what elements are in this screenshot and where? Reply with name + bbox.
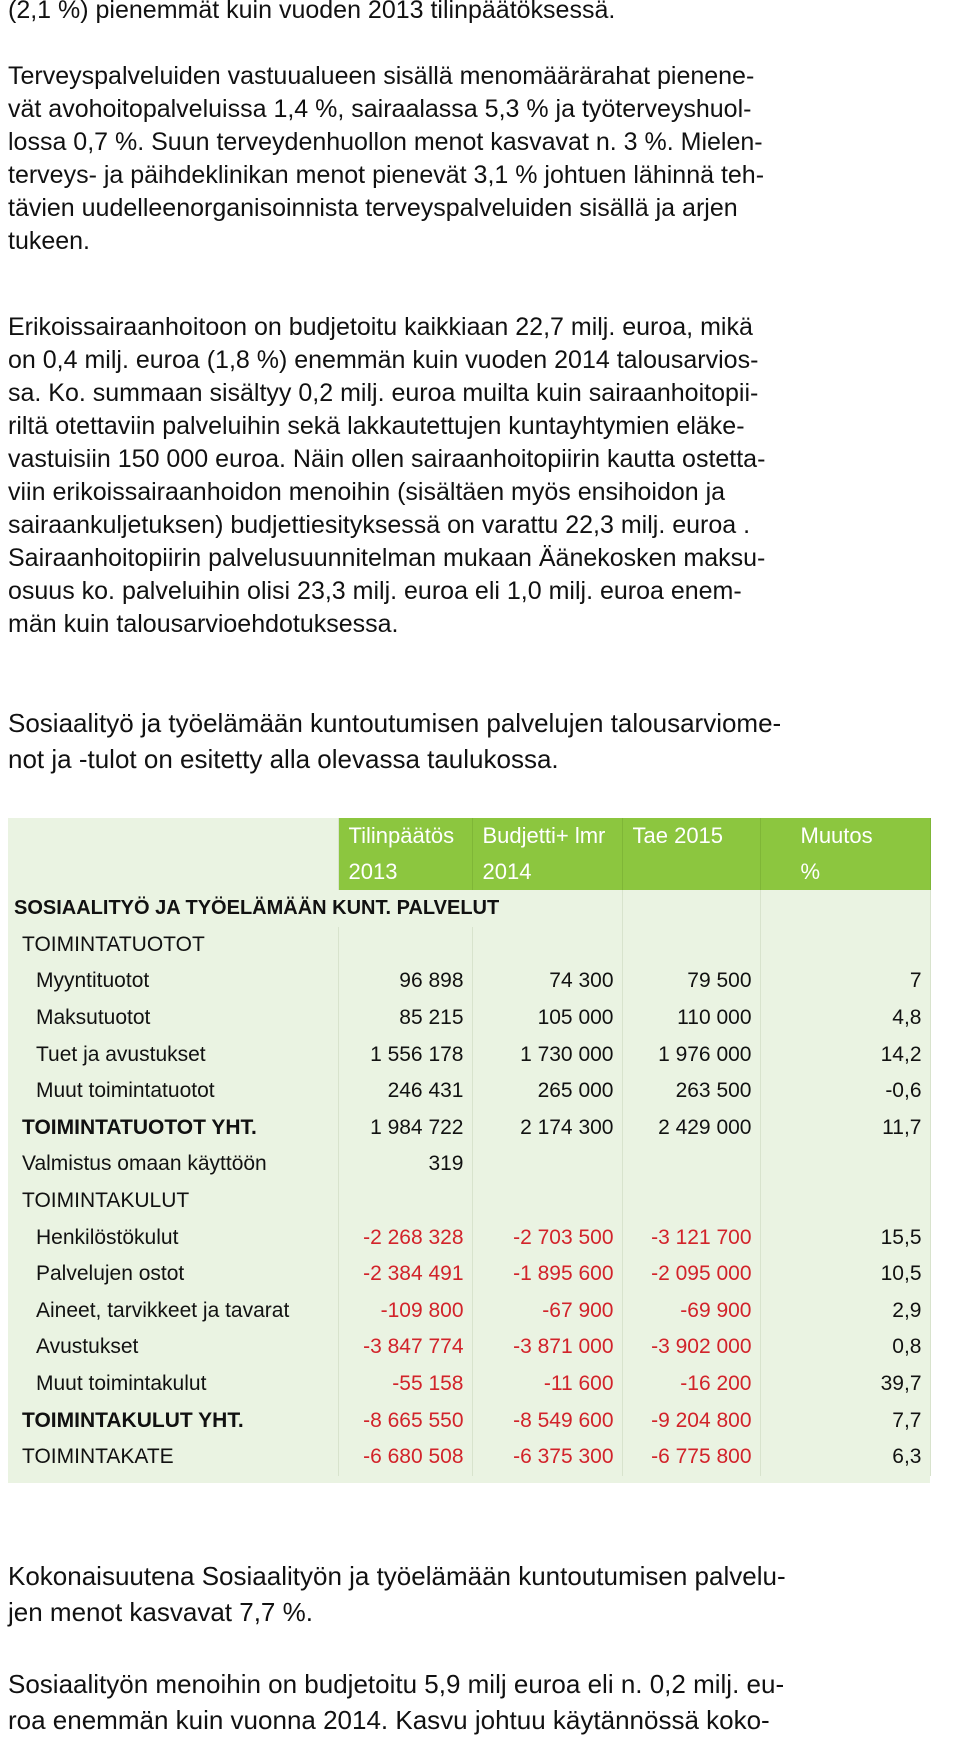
paragraph-line: vät avohoitopalveluissa 1,4 %, sairaalassa 5,3 % ja työterveyshuol- (8, 95, 752, 123)
table-cell: 110 000 (622, 1000, 760, 1037)
paragraph-line: Kokonaisuutena Sosiaalityön ja työelämään kuntoutumisen palvelu- (8, 1561, 786, 1591)
table-cell: -3 871 000 (472, 1329, 622, 1366)
table-cell: -1 895 600 (472, 1256, 622, 1293)
paragraph-line: roa enemmän kuin vuonna 2014. Kasvu johtuu käytännössä koko- (8, 1705, 770, 1735)
table-cell-empty (760, 890, 930, 927)
table-cell: 6,3 (760, 1439, 930, 1476)
budget-table (8, 818, 930, 1483)
table-cell: 74 300 (472, 963, 622, 1000)
paragraph-line: viin erikoissairaanhoidon menoihin (sisältäen myös ensihoidon ja (8, 478, 726, 506)
table-row (8, 1183, 930, 1220)
budget-table-grid (8, 818, 931, 1476)
table-row (8, 927, 930, 964)
paragraph-erikoissairaanhoito (8, 311, 952, 641)
table-row (8, 1146, 930, 1183)
header-cell-year-2013: 2013 (338, 854, 472, 890)
table-cell: -11 600 (472, 1366, 622, 1403)
row-label: Myyntituotot (8, 963, 338, 1000)
table-cell: 2,9 (760, 1293, 930, 1330)
paragraph-line: Terveyspalveluiden vastuualueen sisällä menomäärärahat pienene- (8, 62, 755, 90)
table-cell: -6 775 800 (622, 1439, 760, 1476)
paragraph-terveyspalvelut (8, 60, 952, 258)
table-cell: -6 375 300 (472, 1439, 622, 1476)
table-cell: 7 (760, 963, 930, 1000)
header-blank-cell (8, 854, 338, 890)
table-cell: 1 976 000 (622, 1036, 760, 1073)
table-section-title: SOSIAALITYÖ JA TYÖELÄMÄÄN KUNT. PALVELUT (8, 890, 622, 927)
paragraph-line: Sosiaalityö ja työelämään kuntoutumisen palvelujen talousarviome- (8, 708, 782, 738)
table-cell (760, 1146, 930, 1183)
header-cell-budjetti: Budjetti+ lmr (472, 818, 622, 854)
table-cell: 2 174 300 (472, 1110, 622, 1147)
paragraph-line: on 0,4 milj. euroa (1,8 %) enemmän kuin vuoden 2014 talousarvios- (8, 346, 759, 374)
table-cell: 4,8 (760, 1000, 930, 1037)
table-row (8, 1073, 930, 1110)
table-cell (622, 1146, 760, 1183)
header-cell-empty (622, 854, 760, 890)
table-cell: 7,7 (760, 1402, 930, 1439)
table-cell: 1 730 000 (472, 1036, 622, 1073)
table-cell: 1 556 178 (338, 1036, 472, 1073)
table-row (8, 1256, 930, 1293)
paragraph-line: jen menot kasvavat 7,7 %. (8, 1597, 313, 1627)
row-label: Henkilöstökulut (8, 1219, 338, 1256)
paragraph-line: tävien uudelleenorganisoinnista terveyspalveluiden sisällä ja arjen (8, 194, 738, 222)
table-row (8, 1219, 930, 1256)
paragraph-line: män kuin talousarvioehdotuksessa. (8, 610, 399, 638)
table-cell: 1 984 722 (338, 1110, 472, 1147)
table-cell (472, 1183, 622, 1220)
table-cell: 85 215 (338, 1000, 472, 1037)
header-cell-muutos: Muutos (760, 818, 930, 854)
table-cell: 15,5 (760, 1219, 930, 1256)
table-cell: 96 898 (338, 963, 472, 1000)
paragraph-line: sairaankuljetuksen) budjettiesityksessä on varattu 22,3 milj. euroa . (8, 511, 751, 539)
paragraph-line: Erikoissairaanhoitoon on budjetoitu kaikkiaan 22,7 milj. euroa, mikä (8, 313, 753, 341)
row-label: Muut toimintakulut (8, 1366, 338, 1403)
row-label: Palvelujen ostot (8, 1256, 338, 1293)
table-cell: -67 900 (472, 1293, 622, 1330)
table-cell: 105 000 (472, 1000, 622, 1037)
table-cell: -8 549 600 (472, 1402, 622, 1439)
row-label: TOIMINTAKULUT (8, 1183, 338, 1220)
table-cell (760, 1183, 930, 1220)
table-header-row (8, 854, 930, 890)
table-cell: -6 680 508 (338, 1439, 472, 1476)
table-cell: -69 900 (622, 1293, 760, 1330)
table-cell: -3 121 700 (622, 1219, 760, 1256)
paragraph-line: not ja -tulot on esitetty alla olevassa taulukossa. (8, 744, 559, 774)
paragraph-table-intro (8, 705, 952, 777)
table-cell (472, 1146, 622, 1183)
table-cell (760, 927, 930, 964)
table-cell: -16 200 (622, 1366, 760, 1403)
table-cell: -8 665 550 (338, 1402, 472, 1439)
paragraph-line: Sosiaalityön menoihin on budjetoitu 5,9 milj euroa eli n. 0,2 milj. eu- (8, 1669, 785, 1699)
table-cell: -2 703 500 (472, 1219, 622, 1256)
row-label: Aineet, tarvikkeet ja tavarat (8, 1293, 338, 1330)
paragraph-line: tukeen. (8, 227, 91, 255)
table-cell (622, 1183, 760, 1220)
table-cell: 79 500 (622, 963, 760, 1000)
table-cell: -3 847 774 (338, 1329, 472, 1366)
table-cell (338, 1183, 472, 1220)
table-cell: 319 (338, 1146, 472, 1183)
table-cell: -2 095 000 (622, 1256, 760, 1293)
paragraph-line: (2,1 %) pienemmät kuin vuoden 2013 tilinpäätöksessä. (8, 0, 616, 24)
paragraph-line: Sairaanhoitopiirin palvelusuunnitelman mukaan Äänekosken maksu- (8, 544, 766, 572)
paragraph-line: osuus ko. palveluihin olisi 23,3 milj. euroa eli 1,0 milj. euroa enem- (8, 577, 742, 605)
table-cell: -109 800 (338, 1293, 472, 1330)
table-cell: 265 000 (472, 1073, 622, 1110)
header-cell-percent: % (760, 854, 930, 890)
table-cell: -0,6 (760, 1073, 930, 1110)
paragraph-continuation (8, 0, 952, 27)
paragraph-line: riltä otettaviin palveluihin sekä lakkautettujen kuntayhtymien eläke- (8, 412, 745, 440)
table-cell: 263 500 (622, 1073, 760, 1110)
header-cell-year-2014: 2014 (472, 854, 622, 890)
table-cell: -2 384 491 (338, 1256, 472, 1293)
paragraph-line: terveys- ja päihdeklinikan menot pienevät 3,1 % johtuen lähinnä teh- (8, 161, 765, 189)
table-section-row (8, 890, 930, 927)
row-label: Valmistus omaan käyttöön (8, 1146, 338, 1183)
row-label: TOIMINTAKULUT YHT. (8, 1402, 338, 1439)
table-header-row (8, 818, 930, 854)
table-cell: 39,7 (760, 1366, 930, 1403)
table-cell (338, 927, 472, 964)
table-cell: 14,2 (760, 1036, 930, 1073)
paragraph-kokonaisuutena (8, 1558, 952, 1630)
table-row (8, 1329, 930, 1366)
row-label: Avustukset (8, 1329, 338, 1366)
row-label: Maksutuotot (8, 1000, 338, 1037)
table-row (8, 1000, 930, 1037)
table-cell (622, 927, 760, 964)
table-cell: 246 431 (338, 1073, 472, 1110)
table-cell: -9 204 800 (622, 1402, 760, 1439)
table-cell: 2 429 000 (622, 1110, 760, 1147)
table-cell-empty (622, 890, 760, 927)
table-row (8, 1439, 930, 1476)
paragraph-line: vastuisiin 150 000 euroa. Näin ollen sairaanhoitopiirin kautta ostetta- (8, 445, 766, 473)
paragraph-line: lossa 0,7 %. Suun terveydenhuollon menot kasvavat n. 3 %. Mielen- (8, 128, 763, 156)
row-label: Tuet ja avustukset (8, 1036, 338, 1073)
row-label: Muut toimintatuotot (8, 1073, 338, 1110)
table-cell: -3 902 000 (622, 1329, 760, 1366)
table-cell: 0,8 (760, 1329, 930, 1366)
header-cell-tae: Tae 2015 (622, 818, 760, 854)
table-row (8, 1036, 930, 1073)
table-cell: 11,7 (760, 1110, 930, 1147)
header-blank-cell (8, 818, 338, 854)
table-cell: -55 158 (338, 1366, 472, 1403)
table-row (8, 963, 930, 1000)
row-label: TOIMINTATUOTOT YHT. (8, 1110, 338, 1147)
row-label: TOIMINTAKATE (8, 1439, 338, 1476)
row-label: TOIMINTATUOTOT (8, 927, 338, 964)
paragraph-line: sa. Ko. summaan sisältyy 0,2 milj. euroa muilta kuin sairaanhoitopii- (8, 379, 759, 407)
header-cell-tilinpaatos: Tilinpäätös (338, 818, 472, 854)
table-row (8, 1402, 930, 1439)
table-cell (472, 927, 622, 964)
paragraph-sosiaalityon-menot (8, 1666, 952, 1738)
table-row (8, 1366, 930, 1403)
table-cell: -2 268 328 (338, 1219, 472, 1256)
table-cell: 10,5 (760, 1256, 930, 1293)
table-row (8, 1293, 930, 1330)
table-row (8, 1110, 930, 1147)
